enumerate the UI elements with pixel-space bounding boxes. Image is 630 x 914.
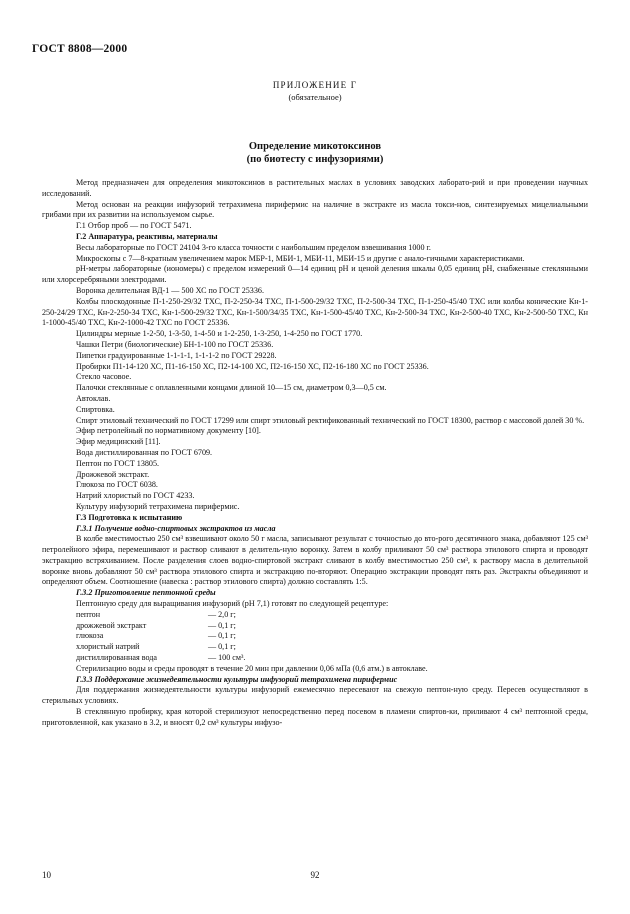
paragraph: Для поддержания жизнедеятельности культуры инфузорий ежемесячно пересевают на свежую пептон-ную среду. Пересев осуществляют в стерильных условиях. (42, 685, 588, 706)
paragraph: Весы лабораторные по ГОСТ 24104 3-го класса точности с наибольшим пределом взвешивания 1000 г. (76, 242, 431, 252)
paragraph: В колбе вместимостью 250 см³ взвешивают около 50 г масла, записывают результат с точностью до вто-рого десятичного знака, добавляют 125 см³ петролейного эфира, перемешивают и раствор сливают в делитель-ную воронку. Затем в колбу приливают 50 см³ раствора этилового спирта и проводят экстракцию встряхиванием. После разделения слоев водно-спиртовой экстракт сливают в колбу вместимостью 250 см³, к раствору масла в делительной воронке вновь добавляют 50 см³ раствора этилового спирта и экстракцию по-вторяют. Операцию экстракции проводят пять раз. Экстракты объединяют и определяют объем. Соотношение (навеска : раствор этилового спирта) должно составлять 1:5. (42, 534, 588, 587)
recipe-name: пептон (76, 609, 101, 619)
footer-left-number: 10 (42, 870, 51, 880)
paragraph: Вода дистиллированная по ГОСТ 6709. (76, 447, 213, 457)
paragraph: В стеклянную пробирку, края которой стерилизуют непосредственно перед посевом в пламени спиртов-ки, приливают 4 см³ пептонной среды, приготовленной, как указано в 3.2, и вносят 0,2 см³ культуры инфузо- (42, 707, 588, 727)
paragraph: Спирт этиловый технический по ГОСТ 17299 или спирт этиловый ректификованный технический по ГОСТ 18300, раствор с массовой долей 30 %. (76, 415, 585, 425)
section-heading-line2: (по биотесту с инфузориями) (246, 154, 384, 165)
recipe-name: хлористый натрий (76, 642, 140, 652)
paragraph: Палочки стеклянные с оплавленными концами длиной 10—15 см, диаметром 0,3—0,5 см. (76, 383, 387, 393)
appendix-title: ПРИЛОЖЕНИЕ Г (272, 80, 358, 90)
recipe-name: дрожжевой экстракт (76, 620, 147, 630)
table-row (76, 610, 245, 621)
table-row (76, 631, 245, 642)
paragraph: рН-метры лабораторные (иономеры) с пределом измерений 0—14 единиц рН и ценой деления шкалы 0,05 единиц рН, снабженные стеклянными или хлорсеребряными электродами. (42, 264, 588, 285)
paragraph: Пипетки градуированные 1-1-1-1, 1-1-1-2 по ГОСТ 29228. (76, 350, 277, 360)
paragraph: Цилиндры мерные 1-2-50, 1-3-50, 1-4-50 и 1-2-250, 1-3-250, 1-4-250 по ГОСТ 1770. (76, 329, 363, 339)
recipe-amount: — 0,1 г; (208, 620, 236, 630)
page-number: 92 (310, 870, 320, 880)
heading-g33: Г.3.3 Поддержание жизнедеятельности культуры инфузорий тетрахимена пирифермис (76, 674, 398, 684)
paragraph: Чашки Петри (биологические) БН-1-100 по ГОСТ 25336. (76, 339, 274, 349)
recipe-name: дистиллированная вода (76, 653, 158, 663)
heading-g2: Г.2 Аппаратура, реактивы, материалы (76, 231, 218, 241)
paragraph: Пептонную среду для выращивания инфузорий (рН 7,1) готовят по следующей рецептуре: (76, 599, 389, 609)
table-row (76, 621, 245, 632)
paragraph: Воронка делительная ВД-1 — 500 ХС по ГОСТ 25336. (76, 285, 264, 295)
table-row (76, 642, 245, 653)
paragraph: Культуру инфузорий тетрахимена пирифермис. (76, 501, 240, 511)
heading-g31: Г.3.1 Получение водно-спиртовых экстрактов из масла (76, 523, 276, 533)
paragraph: Стекло часовое. (76, 372, 132, 382)
recipe-amount: — 2,0 г; (208, 609, 236, 619)
paragraph: Метод основан на реакции инфузорий тетрахимена пирифермис на наличие в экстракте из масла токси-нов, синтезируемых мицелиальными грибами при их развитии на используемом сырье. (42, 199, 588, 220)
paragraph: Автоклав. (76, 393, 111, 403)
paragraph: Метод предназначен для определения микотоксинов в растительных маслах в условиях заводских лаборато-рий и при проведении научных исследований. (42, 178, 588, 198)
paragraph: Микроскопы с 7—8-кратным увеличением марок МБР-1, МБИ-1, МБИ-11, МБИ-15 и другие с анало-гичными характеристиками. (76, 253, 525, 263)
paragraph: Пептон по ГОСТ 13805. (76, 458, 160, 468)
document-code: ГОСТ 8808—2000 (32, 43, 128, 55)
table-row (76, 653, 245, 664)
paragraph: Эфир петролейный по нормативному документу [10]. (76, 426, 261, 436)
appendix-status: (обязательное) (288, 92, 342, 102)
section-heading (0, 140, 630, 166)
section-heading-line1: Определение микотоксинов (248, 141, 382, 152)
paragraph: Г.1 Отбор проб — по ГОСТ 5471. (76, 221, 192, 231)
paragraph: Натрий хлористый по ГОСТ 4233. (76, 491, 195, 501)
heading-g32: Г.3.2 Приготовление пептонной среды (76, 588, 216, 598)
paragraph: Дрожжевой экстракт. (76, 469, 150, 479)
paragraph: Глюкоза по ГОСТ 6038. (76, 480, 158, 490)
recipe-amount: — 0,1 г; (208, 642, 236, 652)
paragraph: Колбы плоскодонные П-1-250-29/32 ТХС, П-2-250-34 ТХС, П-1-500-29/32 ТХС, П-2-500-34 ТХС, П-1-250-45/40 ТХС или колбы конические Кн-1-250-24/29 ТХС, Кн-2-250-34 ТХС, Кн-1-500-29/32 ТХС, Кн-1-500/34/35 ТХС, Кн-1-500-45/40 ТХС, Кн-2-500-34 ТХС, Кн-2-500-40 ТХС, Кн-2-500-50 ТХС, Кн 1-1000-45/40 ТХС, Кн-2-1000-42 ТХС по ГОСТ 25336. (42, 296, 588, 328)
recipe-table (76, 610, 245, 664)
recipe-name: глюкоза (76, 631, 104, 641)
paragraph: Пробирки П1-14-120 ХС, П1-16-150 ХС, П2-14-100 ХС, П2-16-150 ХС, П2-16-180 ХС по ГОСТ 25336. (76, 361, 429, 371)
paragraph: Эфир медицинский [11]. (76, 437, 161, 447)
heading-g3: Г.3 Подготовка к испытанию (76, 512, 183, 522)
paragraph: Спиртовка. (76, 404, 115, 414)
recipe-amount: — 0,1 г; (208, 631, 236, 641)
paragraph: Стерилизацию воды и среды проводят в течение 20 мин при давлении 0,06 мПа (0,6 атм.) в автоклаве. (76, 663, 428, 673)
recipe-amount: — 100 см³. (208, 653, 246, 663)
document-body (42, 178, 588, 729)
